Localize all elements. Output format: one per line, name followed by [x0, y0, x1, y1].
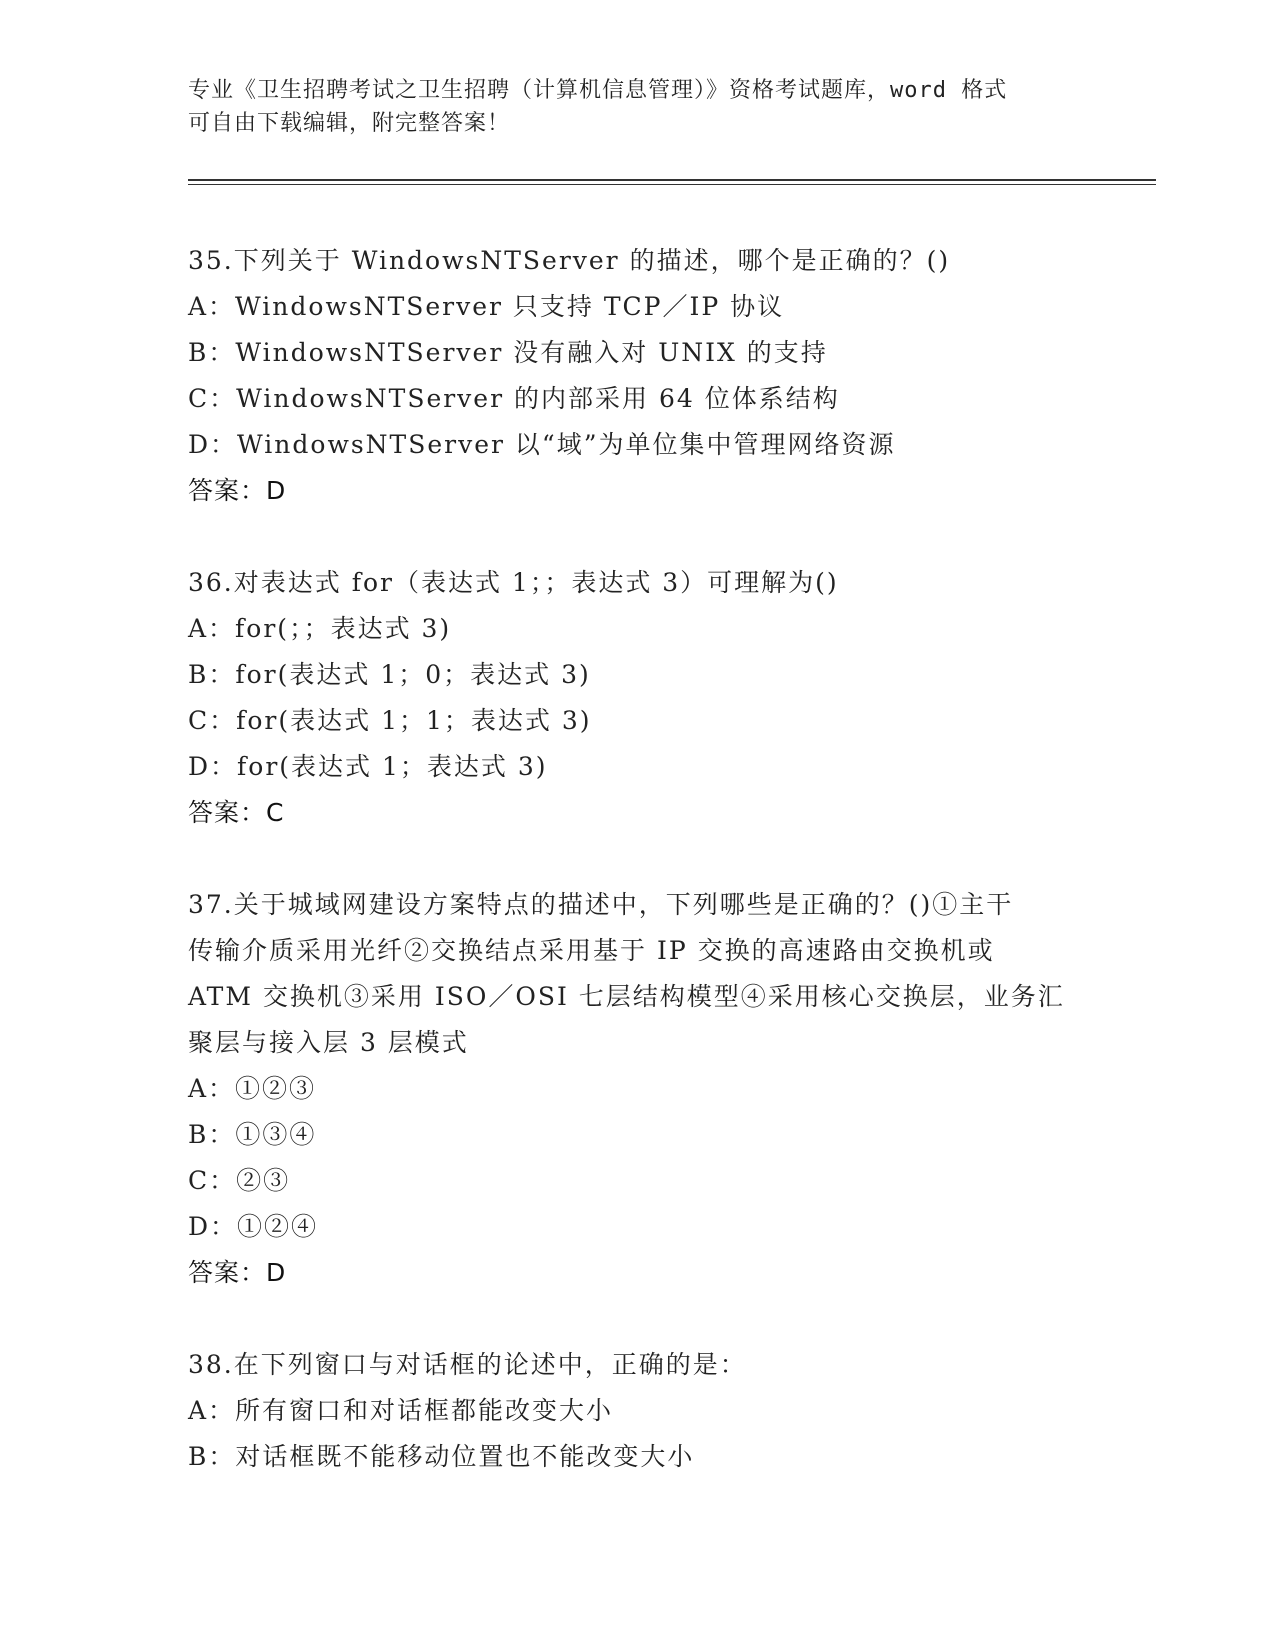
option-b: B：for(表达式 1；0；表达式 3) — [188, 660, 591, 689]
answer-label: 答案：D — [188, 1258, 287, 1287]
option-c: C：②③ — [188, 1166, 291, 1195]
option-c: C：for(表达式 1；1；表达式 3) — [188, 706, 592, 735]
question-stem: 38.在下列窗口与对话框的论述中，正确的是： — [188, 1350, 747, 1379]
question-stem: 传输介质采用光纤②交换结点采用基于 IP 交换的高速路由交换机或 — [188, 936, 995, 965]
option-a: A：所有窗口和对话框都能改变大小 — [188, 1396, 614, 1425]
option-d: D：①②④ — [188, 1212, 319, 1241]
header-line: 专业《卫生招聘考试之卫生招聘（计算机信息管理）》资格考试题库，word 格式 — [188, 78, 1008, 103]
question-stem: 37.关于城域网建设方案特点的描述中，下列哪些是正确的？()①主干 — [188, 890, 1014, 919]
answer-label: 答案：C — [188, 798, 285, 827]
question-stem: 36.对表达式 for（表达式 1；；表达式 3）可理解为() — [188, 568, 839, 597]
question-stem: 聚层与接入层 3 层模式 — [188, 1028, 469, 1057]
answer-label: 答案：D — [188, 476, 287, 505]
option-b: B：对话框既不能移动位置也不能改变大小 — [188, 1442, 695, 1471]
question-list — [188, 238, 1088, 1526]
question-35 — [188, 238, 1088, 514]
option-d: D：WindowsNTServer 以“域”为单位集中管理网络资源 — [188, 430, 896, 459]
header-line: 可自由下载编辑，附完整答案！ — [188, 111, 511, 136]
option-a: A：for(；；表达式 3) — [188, 614, 452, 643]
header-divider-thick — [188, 179, 1156, 181]
option-b: B：①③④ — [188, 1120, 317, 1149]
option-a: A：①②③ — [188, 1074, 317, 1103]
question-37 — [188, 882, 1088, 1296]
option-c: C：WindowsNTServer 的内部采用 64 位体系结构 — [188, 384, 840, 413]
question-stem: ATM 交换机③采用 ISO／OSI 七层结构模型④采用核心交换层，业务汇 — [188, 982, 1065, 1011]
option-b: B：WindowsNTServer 没有融入对 UNIX 的支持 — [188, 338, 828, 367]
option-a: A：WindowsNTServer 只支持 TCP／IP 协议 — [188, 292, 785, 321]
question-stem: 35.下列关于 WindowsNTServer 的描述，哪个是正确的？() — [188, 246, 951, 275]
option-d: D：for(表达式 1；表达式 3) — [188, 752, 548, 781]
question-36 — [188, 560, 1088, 836]
header-divider-thin — [188, 184, 1156, 185]
document-header — [188, 74, 1088, 140]
question-38 — [188, 1342, 1088, 1480]
